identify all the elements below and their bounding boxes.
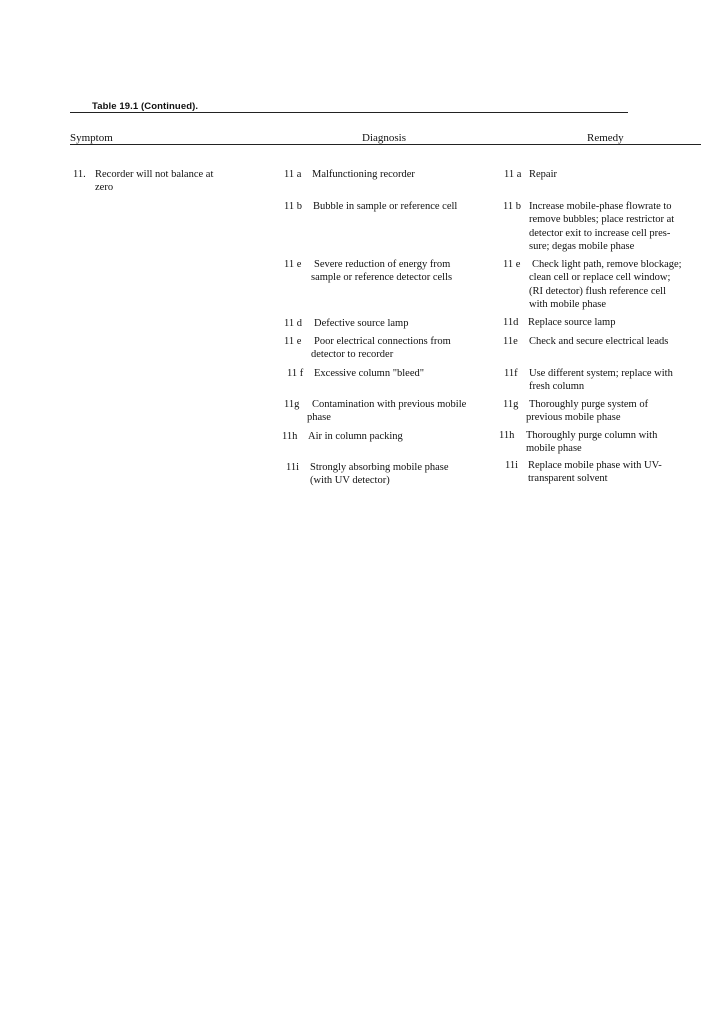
remedy-text: [529, 168, 557, 181]
remedy-code: 11 e: [503, 259, 521, 270]
diagnosis-code: 11 e: [284, 336, 302, 347]
symptom-line: zero: [95, 182, 114, 194]
diagnosis-text: [310, 461, 449, 488]
remedy-line: clean cell or replace cell window;: [529, 272, 671, 284]
diagnosis-code: 11i: [286, 462, 300, 473]
diagnosis-line: Excessive column "bleed": [314, 368, 425, 379]
remedy-text: [529, 335, 668, 348]
diagnosis-code: 11 a: [284, 169, 302, 180]
diagnosis-text: [307, 398, 466, 425]
remedy-code: 11 b: [503, 201, 521, 212]
remedy-line: Repair: [529, 169, 557, 180]
symptom-line: Recorder will not balance at: [95, 169, 214, 180]
diagnosis-line: sample or reference detector cells: [311, 272, 453, 284]
diagnosis-code: 11g: [284, 399, 300, 410]
remedy-line: Check and secure electrical leads: [529, 336, 669, 347]
remedy-code: 11g: [503, 399, 519, 410]
remedy-line: Check light path, remove blockage;: [532, 259, 682, 270]
remedy-line: Use different system; replace with: [529, 368, 673, 379]
remedy-text: [529, 367, 673, 394]
diagnosis-line: Contamination with previous mobile: [312, 399, 467, 410]
remedy-line: detector exit to increase cell pres-: [529, 227, 671, 239]
remedy-code: 11h: [499, 430, 515, 441]
diagnosis-text: [314, 317, 408, 330]
diagnosis-text: [308, 430, 403, 443]
remedy-code: 11d: [503, 317, 519, 328]
remedy-code: 11i: [505, 460, 519, 471]
remedy-line: Replace mobile phase with UV-: [528, 460, 662, 471]
remedy-text: [526, 398, 648, 425]
remedy-line: with mobile phase: [529, 299, 606, 311]
remedy-text: [528, 316, 615, 329]
remedy-line: Thoroughly purge column with: [526, 430, 658, 441]
diagnosis-text: [311, 258, 452, 285]
diagnosis-line: Poor electrical connections from: [314, 336, 451, 347]
remedy-line: fresh column: [529, 381, 585, 393]
diagnosis-line: Strongly absorbing mobile phase: [310, 462, 449, 473]
diagnosis-text: [311, 335, 451, 362]
remedy-code: 11 a: [504, 169, 522, 180]
symptom-number: 11.: [73, 169, 86, 180]
remedy-text: [526, 429, 657, 456]
diagnosis-code: 11h: [282, 431, 298, 442]
remedy-line: remove bubbles; place restrictor at: [529, 214, 675, 226]
diagnosis-code: 11 d: [284, 318, 302, 329]
table-caption: Table 19.1 (Continued).: [92, 101, 199, 112]
diagnosis-line: (with UV detector): [310, 475, 390, 487]
remedy-code: 11e: [503, 336, 518, 347]
diagnosis-line: Defective source lamp: [314, 318, 409, 329]
diagnosis-line: detector to recorder: [311, 349, 394, 361]
header-remedy: Remedy: [587, 132, 624, 144]
diagnosis-code: 11 f: [287, 368, 304, 379]
diagnosis-line: phase: [307, 412, 331, 424]
remedy-line: (RI detector) flush reference cell: [529, 285, 667, 297]
remedy-line: sure; degas mobile phase: [529, 241, 635, 253]
remedy-line: transparent solvent: [528, 473, 608, 485]
diagnosis-line: Severe reduction of energy from: [314, 259, 451, 270]
diagnosis-line: Air in column packing: [308, 431, 403, 442]
remedy-line: Thoroughly purge system of: [529, 399, 649, 410]
remedy-text: [529, 200, 674, 254]
header-rule: [70, 144, 701, 145]
diagnosis-text: [314, 367, 424, 380]
remedy-text: [528, 459, 662, 486]
header-symptom: Symptom: [70, 132, 113, 144]
diagnosis-text: [312, 168, 415, 181]
diagnosis-code: 11 b: [284, 201, 302, 212]
diagnosis-code: 11 e: [284, 259, 302, 270]
remedy-line: Replace source lamp: [528, 317, 616, 328]
symptom-text: [95, 168, 213, 195]
caption-rule: [70, 112, 628, 113]
header-diagnosis: Diagnosis: [362, 132, 406, 144]
diagnosis-line: Malfunctioning recorder: [312, 169, 415, 180]
remedy-line: previous mobile phase: [526, 412, 621, 424]
diagnosis-line: Bubble in sample or reference cell: [313, 201, 458, 212]
remedy-line: mobile phase: [526, 443, 582, 455]
diagnosis-text: [313, 200, 457, 213]
remedy-text: [529, 258, 682, 312]
remedy-code: 11f: [504, 368, 518, 379]
remedy-line: Increase mobile-phase flowrate to: [529, 201, 672, 212]
